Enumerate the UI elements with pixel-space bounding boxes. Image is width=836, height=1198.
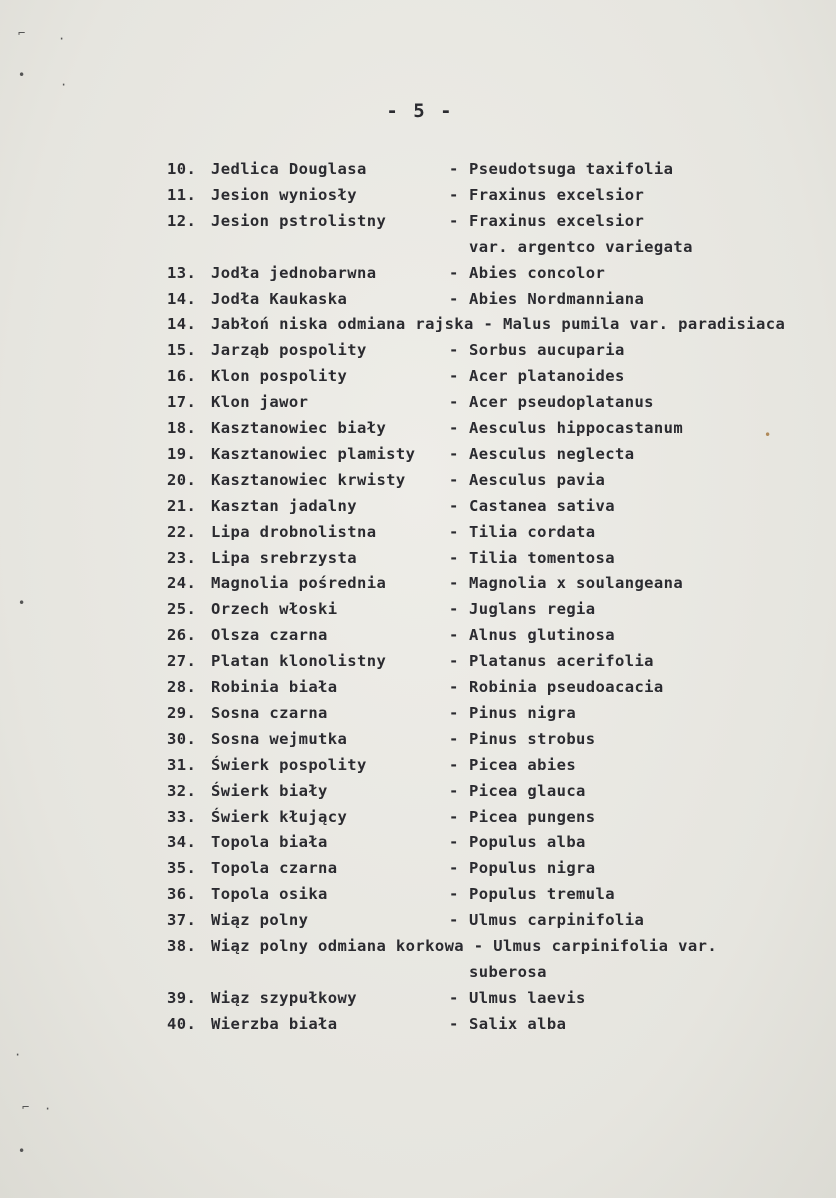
list-item <box>0 730 836 756</box>
separator-dash: - <box>449 574 459 593</box>
list-item <box>0 652 836 678</box>
polish-name: Klon pospolity <box>211 367 348 386</box>
list-item <box>0 1015 836 1041</box>
entry-number: 30. <box>167 729 197 748</box>
list-item <box>0 186 836 212</box>
page-number: - 5 - <box>386 100 454 122</box>
polish-name: Orzech włoski <box>211 600 338 619</box>
separator-dash: - <box>449 470 459 489</box>
list-item <box>0 626 836 652</box>
latin-name-continued: var. argentco variegata <box>469 237 693 256</box>
list-item <box>0 859 836 885</box>
latin-name: Ulmus laevis <box>469 988 586 1007</box>
separator-dash: - <box>449 185 459 204</box>
entry-number: 37. <box>167 911 197 930</box>
separator-dash: - <box>449 988 459 1007</box>
polish-name: Robinia biała <box>211 678 338 696</box>
latin-name: Picea pungens <box>469 807 596 826</box>
entry-number: 26. <box>167 626 197 645</box>
list-item <box>0 264 836 290</box>
separator-dash: - <box>449 419 459 437</box>
separator-dash: - <box>449 393 459 412</box>
latin-name: Aesculus neglecta <box>469 444 635 463</box>
separator-dash: - <box>449 626 459 645</box>
separator-dash: - <box>449 211 459 230</box>
entry-number: 20. <box>167 470 197 489</box>
separator-dash: - <box>449 755 459 774</box>
separator-dash: - <box>449 444 459 463</box>
list-item <box>0 678 836 704</box>
latin-name: Sorbus aucuparia <box>469 341 625 360</box>
latin-name: Picea abies <box>469 755 577 774</box>
polish-name: Topola biała <box>211 833 328 852</box>
list-item <box>0 549 836 575</box>
entry-number: 16. <box>167 367 197 386</box>
polish-name: Jarząb pospolity <box>211 341 367 360</box>
latin-name: Fraxinus excelsior <box>469 185 645 204</box>
separator-dash: - <box>449 678 459 696</box>
latin-name-continued: suberosa <box>469 962 547 981</box>
polish-name: Kasztanowiec biały <box>211 419 387 437</box>
list-item <box>0 471 836 497</box>
polish-name: Topola czarna <box>211 859 338 878</box>
margin-mark: • <box>18 68 26 82</box>
polish-name: Jesion pstrolistny <box>211 211 387 230</box>
separator-dash: - <box>449 703 459 722</box>
list-item <box>0 885 836 911</box>
entry-number: 18. <box>167 419 197 437</box>
list-item <box>0 911 836 937</box>
polish-name: Sosna wejmutka <box>211 729 348 748</box>
entry-number: 12. <box>167 211 197 230</box>
latin-name: Acer platanoides <box>469 367 625 386</box>
list-item <box>0 315 836 341</box>
list-item <box>0 808 836 834</box>
latin-name: Fraxinus excelsior <box>469 211 645 230</box>
entry-number: 19. <box>167 444 197 463</box>
latin-name: Picea glauca <box>469 781 586 800</box>
polish-name: Magnolia pośrednia <box>211 574 387 593</box>
latin-name: Populus nigra <box>469 859 596 878</box>
polish-name: Wiąz szypułkowy <box>211 988 357 1007</box>
list-item <box>0 160 836 186</box>
separator-dash: - <box>449 807 459 826</box>
separator-dash: - <box>449 548 459 567</box>
latin-name: Populus tremula <box>469 885 615 904</box>
entry-number: 31. <box>167 755 197 774</box>
polish-name: Kasztan jadalny <box>211 496 357 515</box>
entry-number: 17. <box>167 393 197 412</box>
separator-dash: - <box>449 600 459 619</box>
entry-number: 21. <box>167 496 197 515</box>
separator-dash: - <box>449 496 459 515</box>
entry-number: 33. <box>167 807 197 826</box>
list-item <box>0 833 836 859</box>
margin-mark: · <box>60 78 68 92</box>
list-item <box>0 937 836 963</box>
separator-dash: - <box>449 1014 459 1033</box>
latin-name: Abies Nordmanniana <box>469 289 645 308</box>
list-item <box>0 497 836 523</box>
list-item <box>0 212 836 238</box>
polish-name: Lipa srebrzysta <box>211 548 357 567</box>
list-item <box>0 341 836 367</box>
polish-name: Sosna czarna <box>211 703 328 722</box>
list-item <box>0 290 836 316</box>
separator-dash: - <box>449 289 459 308</box>
latin-name: Alnus glutinosa <box>469 626 615 645</box>
separator-dash: - <box>449 367 459 386</box>
entry-number: 11. <box>167 185 197 204</box>
polish-name: Wiąz polny <box>211 911 309 930</box>
separator-dash: - <box>449 729 459 748</box>
separator-dash: - <box>449 263 459 282</box>
entry-number: 28. <box>167 678 197 696</box>
margin-mark: • <box>764 428 772 442</box>
list-item <box>0 989 836 1015</box>
margin-mark: ⌐ <box>22 1100 30 1114</box>
polish-name: Świerk biały <box>211 781 328 800</box>
separator-dash: - <box>449 781 459 800</box>
entry-number: 29. <box>167 703 197 722</box>
margin-mark: · <box>14 1048 22 1062</box>
list-item <box>0 574 836 600</box>
polish-name: Jedlica Douglasa <box>211 160 367 178</box>
list-item <box>0 600 836 626</box>
entry-number: 34. <box>167 833 197 852</box>
entry-number: 32. <box>167 781 197 800</box>
entry-number: 39. <box>167 988 197 1007</box>
separator-dash: - <box>449 652 459 671</box>
list-item <box>0 367 836 393</box>
polish-name: Wierzba biała <box>211 1014 338 1033</box>
entry-number: 35. <box>167 859 197 878</box>
latin-name: Platanus acerifolia <box>469 652 654 671</box>
latin-name: Pinus strobus <box>469 729 596 748</box>
latin-name: Aesculus hippocastanum <box>469 419 684 437</box>
polish-name: Świerk kłujący <box>211 807 348 826</box>
list-item <box>0 704 836 730</box>
list-item <box>0 445 836 471</box>
entry-full-line: Jabłoń niska odmiana rajska - Malus pumila var. paradisiaca <box>211 315 786 334</box>
list-item <box>0 523 836 549</box>
margin-mark: ⌐ <box>18 26 26 40</box>
separator-dash: - <box>449 341 459 360</box>
entry-number: 13. <box>167 263 197 282</box>
polish-name: Jodła jednobarwna <box>211 263 377 282</box>
polish-name: Jesion wyniosły <box>211 185 357 204</box>
separator-dash: - <box>449 859 459 878</box>
entry-number: 10. <box>167 160 197 178</box>
latin-name: Tilia tomentosa <box>469 548 615 567</box>
latin-name: Abies concolor <box>469 263 606 282</box>
latin-name: Magnolia x soulangeana <box>469 574 684 593</box>
polish-name: Platan klonolistny <box>211 652 387 671</box>
latin-name: Salix alba <box>469 1014 567 1033</box>
margin-mark: · <box>58 32 66 46</box>
entry-number: 36. <box>167 885 197 904</box>
entry-number: 24. <box>167 574 197 593</box>
polish-name: Kasztanowiec plamisty <box>211 444 416 463</box>
latin-name: Acer pseudoplatanus <box>469 393 654 412</box>
list-item-continuation <box>0 963 836 989</box>
entry-number: 38. <box>167 937 197 955</box>
latin-name: Ulmus carpinifolia <box>469 911 645 930</box>
list-item <box>0 419 836 445</box>
entry-number: 25. <box>167 600 197 619</box>
list-item-continuation <box>0 238 836 264</box>
separator-dash: - <box>449 911 459 930</box>
latin-name: Aesculus pavia <box>469 470 606 489</box>
separator-dash: - <box>449 160 459 178</box>
latin-name: Pseudotsuga taxifolia <box>469 160 674 178</box>
separator-dash: - <box>449 833 459 852</box>
entry-number: 23. <box>167 548 197 567</box>
polish-name: Świerk pospolity <box>211 755 367 774</box>
entry-number: 27. <box>167 652 197 671</box>
latin-name: Robinia pseudoacacia <box>469 678 664 696</box>
polish-name: Kasztanowiec krwisty <box>211 470 406 489</box>
entry-number: 40. <box>167 1014 197 1033</box>
margin-mark: · <box>44 1102 52 1116</box>
latin-name: Juglans regia <box>469 600 596 619</box>
polish-name: Topola osika <box>211 885 328 904</box>
entry-number: 15. <box>167 341 197 360</box>
list-item <box>0 756 836 782</box>
margin-mark: • <box>18 1144 26 1158</box>
polish-name: Olsza czarna <box>211 626 328 645</box>
polish-name: Klon jawor <box>211 393 309 412</box>
separator-dash: - <box>449 885 459 904</box>
margin-mark: • <box>18 596 26 610</box>
polish-name: Jodła Kaukaska <box>211 289 348 308</box>
latin-name: Populus alba <box>469 833 586 852</box>
latin-name: Pinus nigra <box>469 703 577 722</box>
entry-full-line: Wiąz polny odmiana korkowa - Ulmus carpinifolia var. <box>211 937 718 955</box>
separator-dash: - <box>449 522 459 541</box>
list-item <box>0 782 836 808</box>
entry-number: 22. <box>167 522 197 541</box>
entry-number: 14. <box>167 315 197 334</box>
list-item <box>0 393 836 419</box>
latin-name: Castanea sativa <box>469 496 615 515</box>
entry-number: 14. <box>167 289 197 308</box>
latin-name: Tilia cordata <box>469 522 596 541</box>
polish-name: Lipa drobnolistna <box>211 522 377 541</box>
